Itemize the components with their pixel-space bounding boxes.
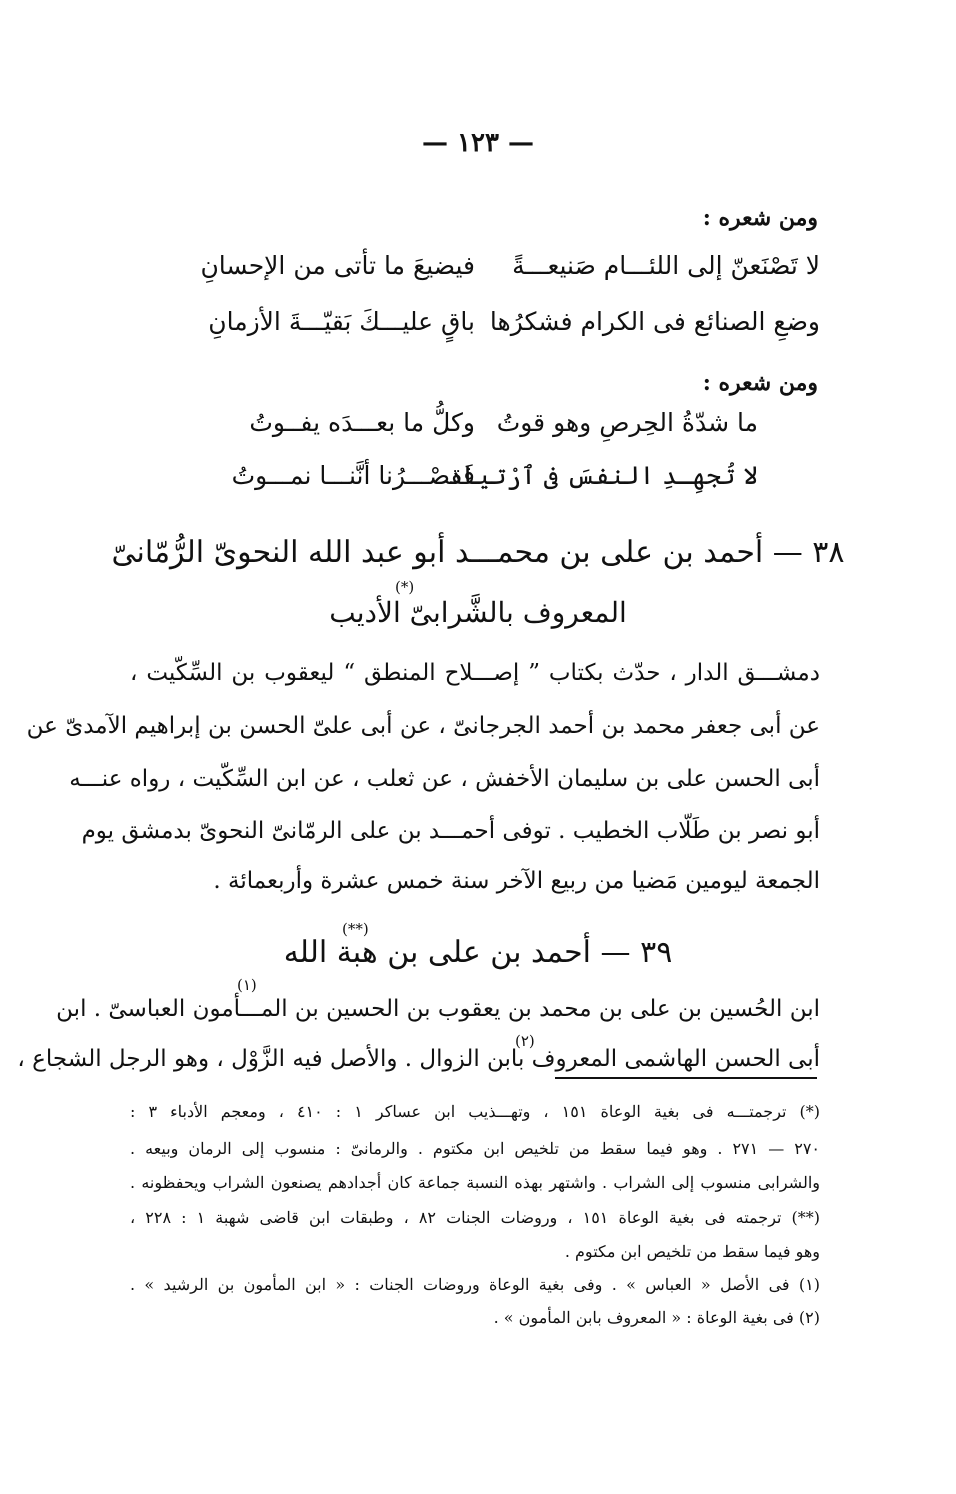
- verse-line: [200, 408, 820, 452]
- entry-38-text-line: دمشـــق الدار ، حدّث بكتاب ” إصـــلاح المنطق “ ليعقوب بن السِّكّيت ،: [130, 660, 820, 686]
- verse-second-hemistich: وكلُّ ما بعـــدَه يفــوتُ: [249, 408, 475, 437]
- entry-39-note-marker: (**): [342, 920, 369, 938]
- verse-first-hemistich: ما شدّةُ الحِرصِ وهو قوتُ: [496, 408, 758, 437]
- entry-38-text-line: الجمعة ليومين مَضيا من ربيع الآخر سنة خمس عشرة وأربعمائة .: [213, 868, 820, 894]
- entry-39-text-line: أبى الحسن الهاشمى المعروف بابن الزوال . والأصل فيه الزَّوْل ، وهو الرجل الشجاع ،: [17, 1046, 820, 1072]
- footnote-line: والشرابى منسوب إلى الشراب . واشتهر بهذه النسبة جماعة كان أجدادهم يصنعون الشراب ويحفظونه .: [130, 1173, 820, 1192]
- page-number: — ١٢٣ —: [421, 128, 535, 158]
- verse-line: [200, 461, 820, 505]
- entry-38-subheading: المعروف بالشَّرابىّ الأديب: [329, 596, 627, 629]
- verse-line: [200, 251, 820, 295]
- footnote-line: (**) ترجمته فى بغية الوعاة ١٥١ ، وروضات الجنات ٨٢ ، وطبقات ابن قاضى شهبة ١ : ٢٢٨ ،: [130, 1208, 821, 1227]
- entry-38-note-marker: (*): [395, 578, 415, 596]
- footnote-line: وهو فيما سقط من تلخيص ابن مكتوم .: [564, 1242, 820, 1261]
- verse-second-hemistich: فيضيعَ ما تأتى من الإحسانِ: [200, 251, 475, 280]
- footnote-ref-2: (٢): [515, 1032, 535, 1050]
- entry-39-text-line: ابن الحُسين بن على بن محمد بن يعقوب بن الحسين بن المـــأمون العباسىّ . ابن: [56, 996, 820, 1022]
- entry-39-heading: ٣٩ — أحمد بن على بن هبة الله: [283, 935, 673, 970]
- footnote-line: (*) ترجمتـــه فى بغية الوعاة ١٥١ ، وتهـــذيب ابن عساكر ١ : ٤١٠ ، ومعجم الأدباء ٣ :: [130, 1102, 821, 1121]
- footnote-line: (١) فى الأصل « العباس » . وفى بغية الوعاة وروضات الجنات : « ابن المأمون بن الرشيد » .: [130, 1275, 820, 1294]
- verse-first-hemistich: لا تَصْنَعنّ إلى اللئـــام صَنيعـــةً: [512, 251, 820, 280]
- footnote-separator: [555, 1077, 817, 1079]
- verse-second-hemistich: فَقصْـــرُنا أنَّنـــا نمـــوتُ: [231, 461, 475, 490]
- verse-line: [200, 307, 820, 351]
- poem-intro: ومن شعره :: [702, 205, 818, 231]
- verse-first-hemistich: وضعِ الصنائع فى الكرام فشكرُها: [489, 307, 820, 336]
- entry-38-text-line: عن أبى جعفر محمد بن أحمد الجرجانىّ ، عن أبى علىّ الحسن بن إبراهيم الآمدىّ عن: [26, 713, 820, 739]
- verse-first-hemistich: لا تُجهِـدِ النفسَ فى ٱرْتياد: [447, 461, 758, 490]
- entry-38-heading: ٣٨ — أحمد بن على بن محمـــد أبو عبد الله النحوىّ الرُّمّانىّ: [111, 535, 845, 570]
- footnote-line: (٢) فى بغية الوعاة : « المعروف بابن المأمون » .: [493, 1308, 820, 1327]
- footnote-line: ٢٧٠ — ٢٧١ . وهو فيما سقط من تلخيص ابن مكتوم . والرمانىّ : منسوب إلى الرمان وبيعه .: [130, 1139, 821, 1158]
- footnote-ref-1: (١): [237, 976, 257, 994]
- verse-second-hemistich: باقٍ عليـــكَ بَقيّـــةَ الأزمانِ: [208, 307, 475, 336]
- entry-38-text-line: أبو نصر بن طَلّاب الخطيب . توفى أحمـــد بن على الرمّانىّ النحوىّ بدمشق يوم: [81, 818, 820, 844]
- poem-intro: ومن شعره :: [702, 370, 818, 396]
- entry-38-text-line: أبى الحسن على بن سليمان الأخفش ، عن ثعلب ، عن ابن السِّكّيت ، رواه عنـــه: [69, 766, 820, 792]
